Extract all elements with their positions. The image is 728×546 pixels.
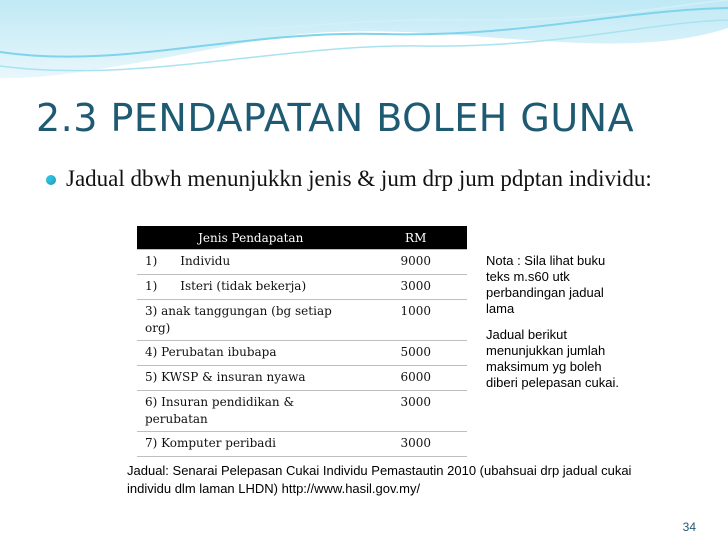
table-row: [137, 341, 467, 366]
table-row: [137, 250, 467, 275]
table-header-row: [137, 226, 467, 250]
table-cell-name: 1) Individu: [137, 250, 364, 275]
table-cell-rm: 3000: [364, 432, 467, 457]
table-row: [137, 275, 467, 300]
table-row: [137, 391, 467, 432]
slide-title: 2.3 PENDAPATAN BOLEH GUNA: [36, 96, 635, 140]
header-rm: RM: [364, 226, 467, 250]
table-cell-rm: 6000: [364, 366, 467, 391]
note-textbook-reference: Nota : Sila lihat buku teks m.s60 utk perbandingan jadual lama: [486, 253, 606, 316]
table-row: [137, 432, 467, 457]
note-table-explanation: Jadual berikut menunjukkan jumlah maksimum yg boleh diberi pelepasan cukai.: [486, 327, 619, 390]
header-jenis-pendapatan: Jenis Pendapatan: [137, 226, 364, 250]
income-table: [137, 226, 467, 457]
table-cell-rm: 1000: [364, 300, 467, 341]
table-cell-name: 7) Komputer peribadi: [137, 432, 364, 457]
page-number: 34: [682, 520, 696, 534]
table-caption: Jadual: Senarai Pelepasan Cukai Individu Pemastautin 2010 (ubahsuai drp jadual cukai individu dlm laman LHDN) http://www.hasil.gov.my/: [127, 463, 632, 496]
table-cell-rm: 5000: [364, 341, 467, 366]
bullet-dot-icon: [46, 175, 56, 185]
table-cell-rm: 3000: [364, 275, 467, 300]
side-notes: [486, 253, 626, 401]
table-cell-name: 1) Isteri (tidak bekerja): [137, 275, 364, 300]
table-row: [137, 366, 467, 391]
table-cell-name: 5) KWSP & insuran nyawa: [137, 366, 364, 391]
table-cell-name: 6) Insuran pendidikan & perubatan: [137, 391, 364, 432]
table-cell-rm: 3000: [364, 391, 467, 432]
table-row: [137, 300, 467, 341]
table-cell-rm: 9000: [364, 250, 467, 275]
table-cell-name: 4) Perubatan ibubapa: [137, 341, 364, 366]
bullet-text: Jadual dbwh menunjukkn jenis & jum drp jum pdptan individu:: [66, 166, 652, 191]
header-wave-decoration: [0, 0, 728, 90]
table-cell-name: 3) anak tanggungan (bg setiap org): [137, 300, 364, 341]
